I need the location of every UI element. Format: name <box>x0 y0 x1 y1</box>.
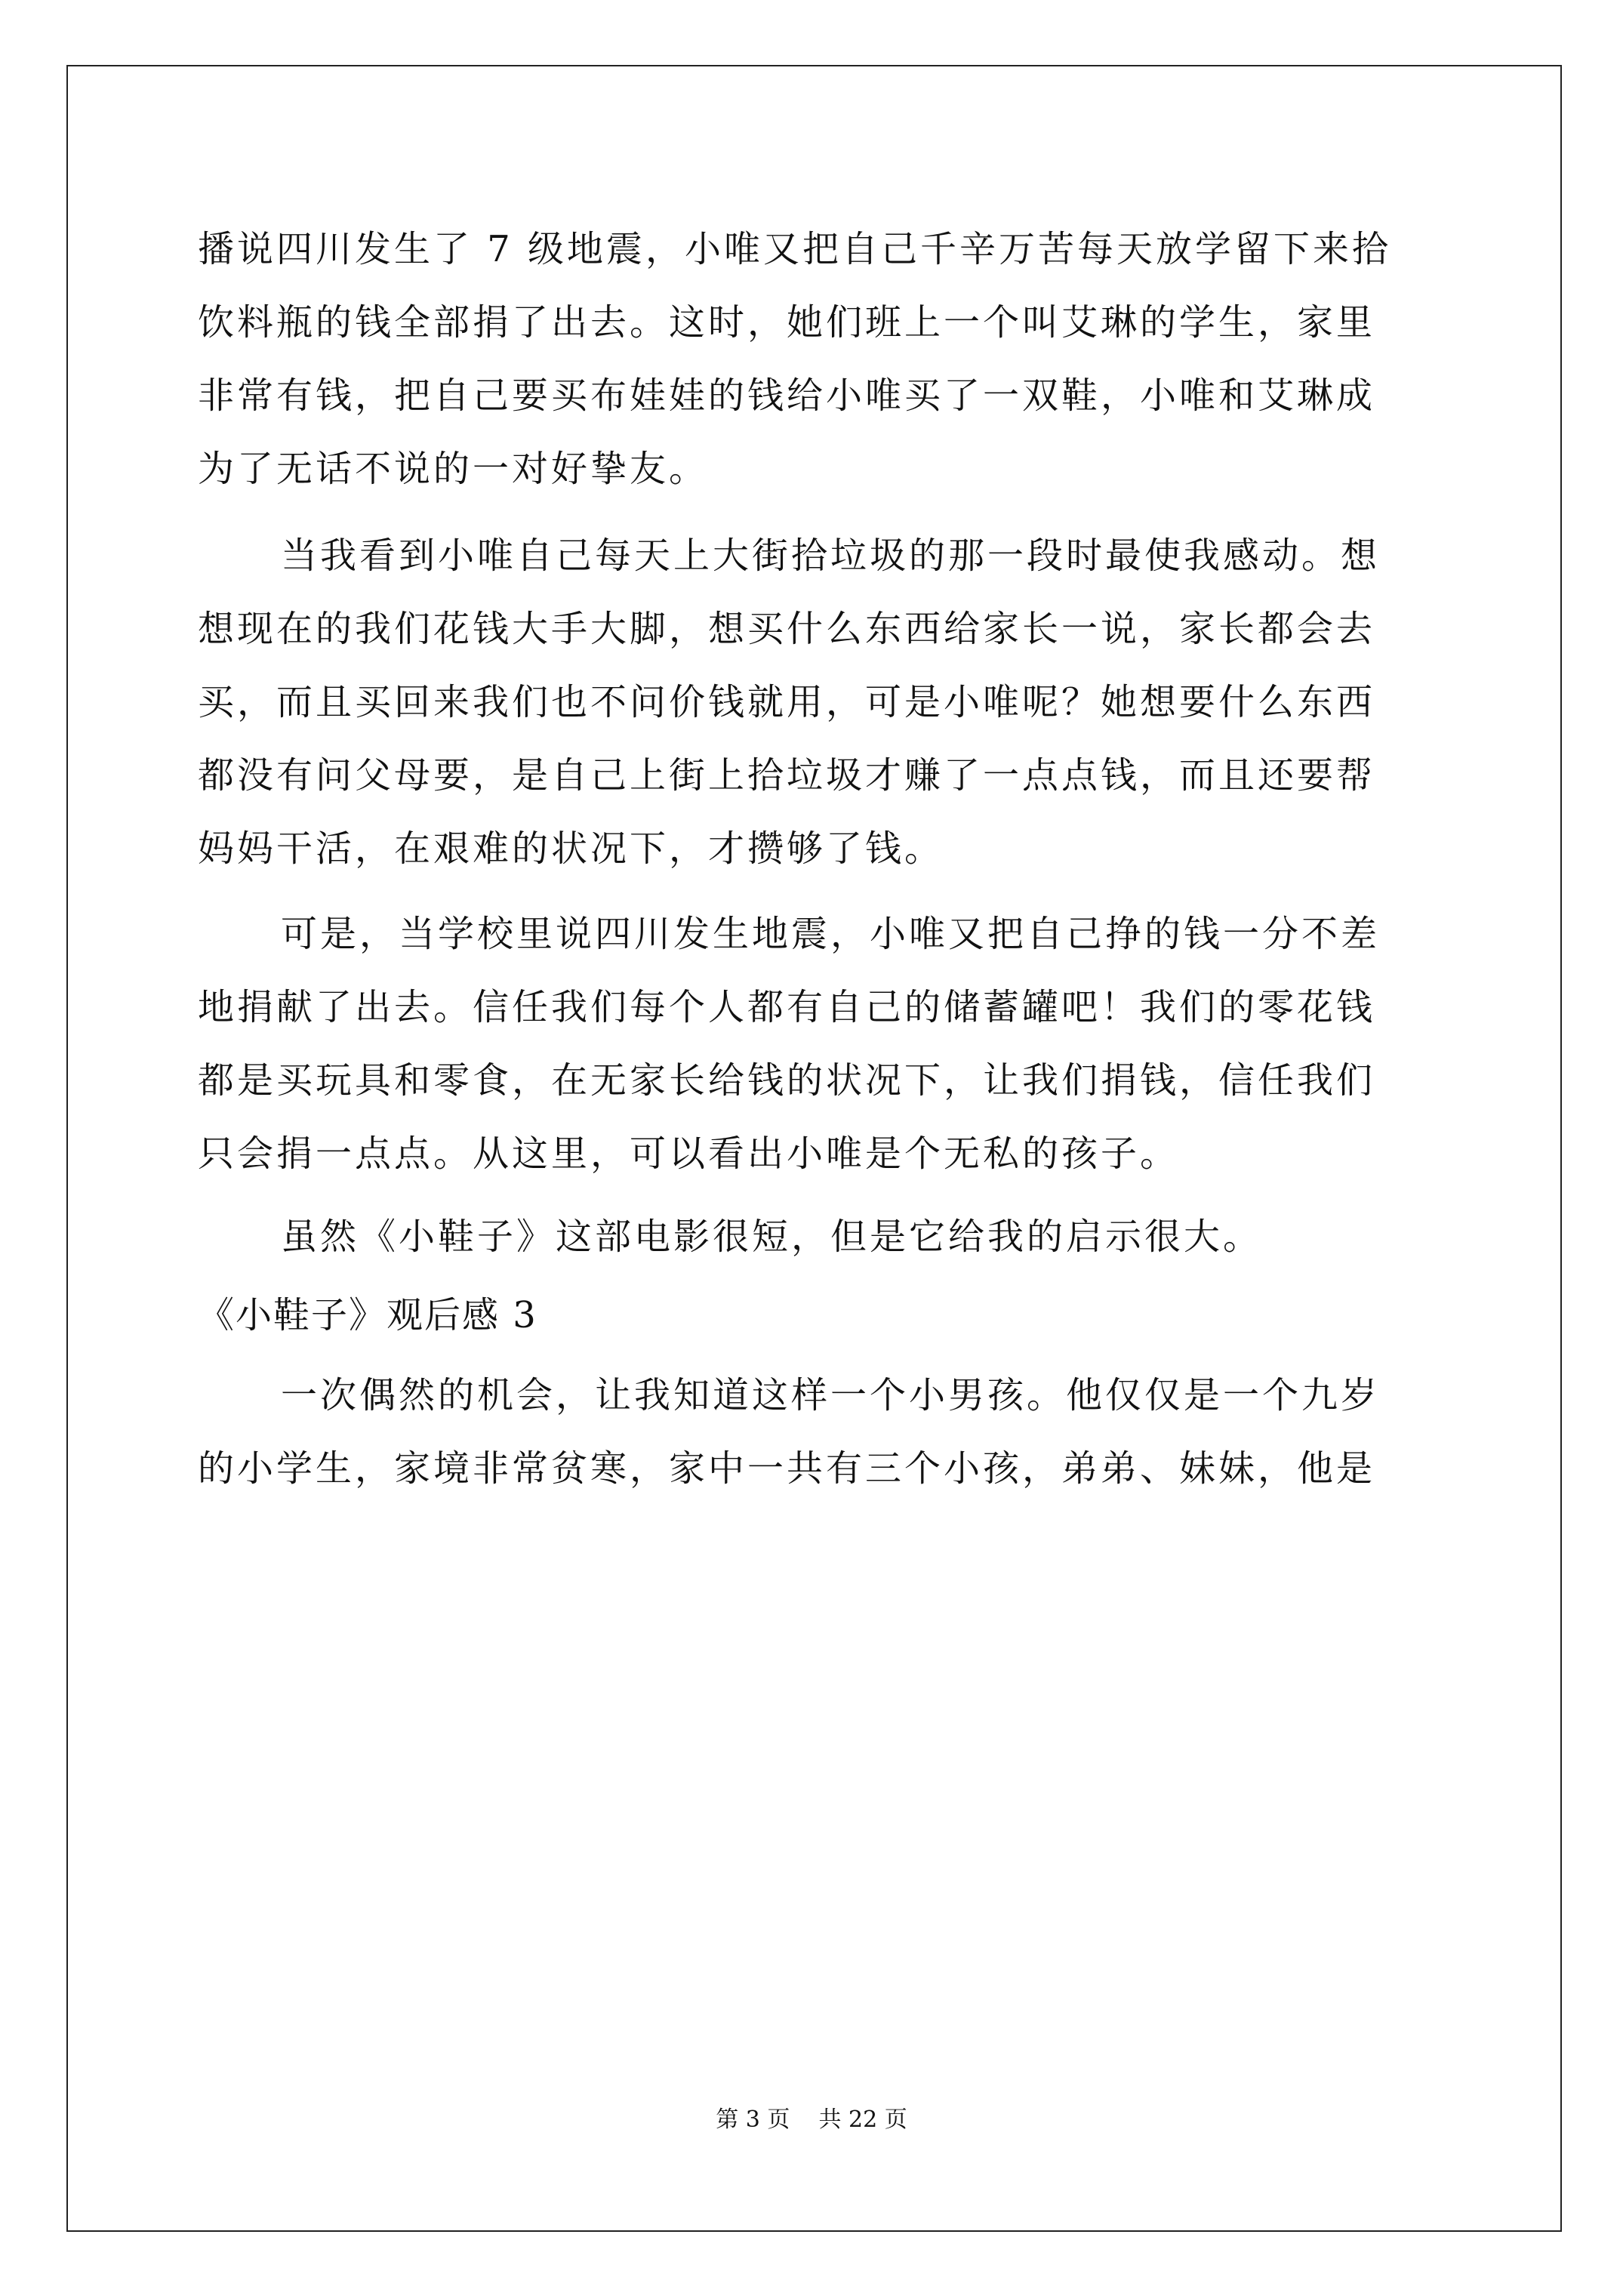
text-line: 饮料瓶的钱全部捐了出去。这时，她们班上一个叫艾琳的学生，家里 <box>198 301 1376 344</box>
text-line: 为了无话不说的一对好挚友。 <box>198 448 709 490</box>
text-line: 想现在的我们花钱大手大脚，想买什么东西给家长一说，家长都会去 <box>198 608 1376 650</box>
text-line: 买，而且买回来我们也不问价钱就用，可是小唯呢？她想要什么东西 <box>198 681 1376 723</box>
text-line: 都是买玩具和零食，在无家长给钱的状况下，让我们捐钱，信任我们 <box>198 1059 1376 1102</box>
text-line: 地捐献了出去。信任我们每个人都有自己的储蓄罐吧！我们的零花钱 <box>198 986 1376 1028</box>
text-line: 当我看到小唯自己每天上大街拾垃圾的那一段时最使我感动。想 <box>281 535 1381 577</box>
section-heading: 《小鞋子》观后感 3 <box>198 1294 537 1336</box>
text-line: 的小学生，家境非常贫寒，家中一共有三个小孩，弟弟、妹妹，他是 <box>198 1447 1376 1490</box>
text-line: 只会捐一点点。从这里，可以看出小唯是个无私的孩子。 <box>198 1133 1180 1175</box>
text-line: 都没有问父母要，是自己上街上拾垃圾才赚了一点点钱，而且还要帮 <box>198 754 1376 797</box>
text-line: 虽然《小鞋子》这部电影很短，但是它给我的启示很大。 <box>281 1216 1263 1258</box>
text-line: 非常有钱，把自己要买布娃娃的钱给小唯买了一双鞋，小唯和艾琳成 <box>198 374 1376 417</box>
text-line: 一次偶然的机会，让我知道这样一个小男孩。他仅仅是一个九岁 <box>281 1374 1381 1416</box>
text-line: 妈妈干活，在艰难的状况下，才攒够了钱。 <box>198 827 944 870</box>
text-line: 播说四川发生了 7 级地震，小唯又把自己千辛万苦每天放学留下来拾 <box>198 228 1392 270</box>
text-line: 可是，当学校里说四川发生地震，小唯又把自己挣的钱一分不差 <box>281 913 1381 955</box>
page-number-footer: 第 3 页 共 22 页 <box>716 2106 907 2133</box>
